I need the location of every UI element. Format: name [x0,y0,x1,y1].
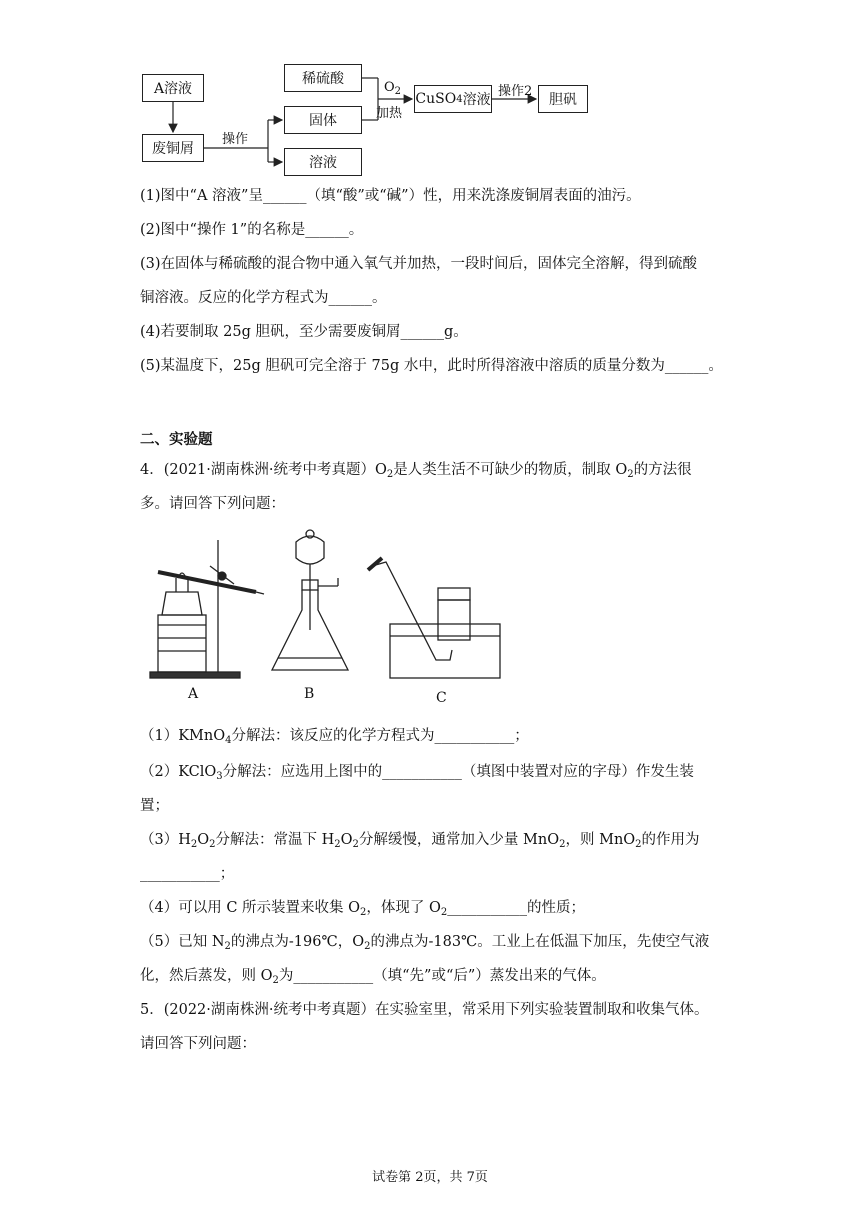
q5-stem-2: 请回答下列问题： [140,1036,256,1052]
apparatus-drawing [140,520,560,710]
q5-stem-1: 5．(2022·湖南株洲·统考中考真题）在实验室里，常采用下列实验装置制取和收集气体。 [140,1002,709,1018]
apparatus-label-b: B [304,686,315,702]
product-box: 胆矾 [538,85,588,113]
flow-arrows [140,58,610,178]
q4-item-5b: 化，然后蒸发，则 $O_2$为___________（填“先”或“后”）蒸发出来的气体。 [140,968,606,986]
solid-box: 固体 [284,106,362,134]
scrap-copper-box: 废铜屑 [142,134,204,162]
heating-label: 加热 [376,106,403,121]
q3-item-3a: (3)在固体与稀硫酸的混合物中通入氧气并加热，一段时间后，固体完全溶解，得到硫酸 [140,256,698,272]
q3-item-5: (5)某温度下，25g 胆矾可完全溶于 75g 水中，此时所得溶液中溶质的质量分数为______。 [140,358,723,374]
operation2-label: 操作2 [498,84,533,99]
flow-chart [140,58,610,178]
solution-box: 溶液 [284,148,362,176]
section-heading: 二、实验题 [140,431,213,448]
apparatus-figure [140,520,560,710]
q4-item-4: （4）可以用 C 所示装置来收集 $O_2$，体现了 $O_2\_\_\_\_\_\_\_\_\_\_\_$的性质； [140,900,586,918]
dilute-acid-box: 稀硫酸 [284,64,362,92]
q4-item-5a: （5）已知 $N_2$的沸点为-196℃，$O_2$的沸点为-183℃。工业上在低温下加压，先使空气液 [140,934,710,952]
q4-item-1: （1）KMnO$_4$分解法：该反应的化学方程式为___________； [140,728,529,746]
cuso4-solution-box: CuSO 4 溶液 [414,85,492,113]
q4-item-2b: 置； [140,798,169,814]
q3-item-4: (4)若要制取 25g 胆矾，至少需要废铜屑______g。 [140,324,468,340]
page-footer: 试卷第 2页，共 7页 [372,1170,488,1185]
q4-stem-2: 多。请回答下列问题： [140,496,285,512]
apparatus-label-c: C [436,690,447,706]
q3-item-1: (1)图中“A 溶液”呈______（填“酸”或“碱”）性，用来洗涤废铜屑表面的油污。 [140,188,641,204]
q4-item-3b: ___________； [140,866,235,882]
q4-item-2a: （2）KClO$_3$分解法：应选用上图中的___________（填图中装置对应的字母）作发生装 [140,764,694,782]
apparatus-label-a: A [188,686,199,702]
operation-label: 操作 [222,132,249,147]
q3-item-2: (2)图中“操作 1”的名称是______。 [140,222,364,238]
q4-stem-1: 4．(2021·湖南株洲·统考中考真题）$O_2$是人类生活不可缺少的物质，制取 $O_2$的方法很 [140,462,692,480]
q3-item-3b: 铜溶液。反应的化学方程式为______。 [140,290,387,306]
q4-item-3a: $(3)H_2O_2$分解法：常温下 $H_2O_2$分解缓慢，通常加入少量 MnO$_2$，则 MnO$_2$的作用为 [140,832,700,850]
oxygen-label: $O_2$ [384,80,402,97]
a-solution-box: A溶液 [142,74,204,102]
